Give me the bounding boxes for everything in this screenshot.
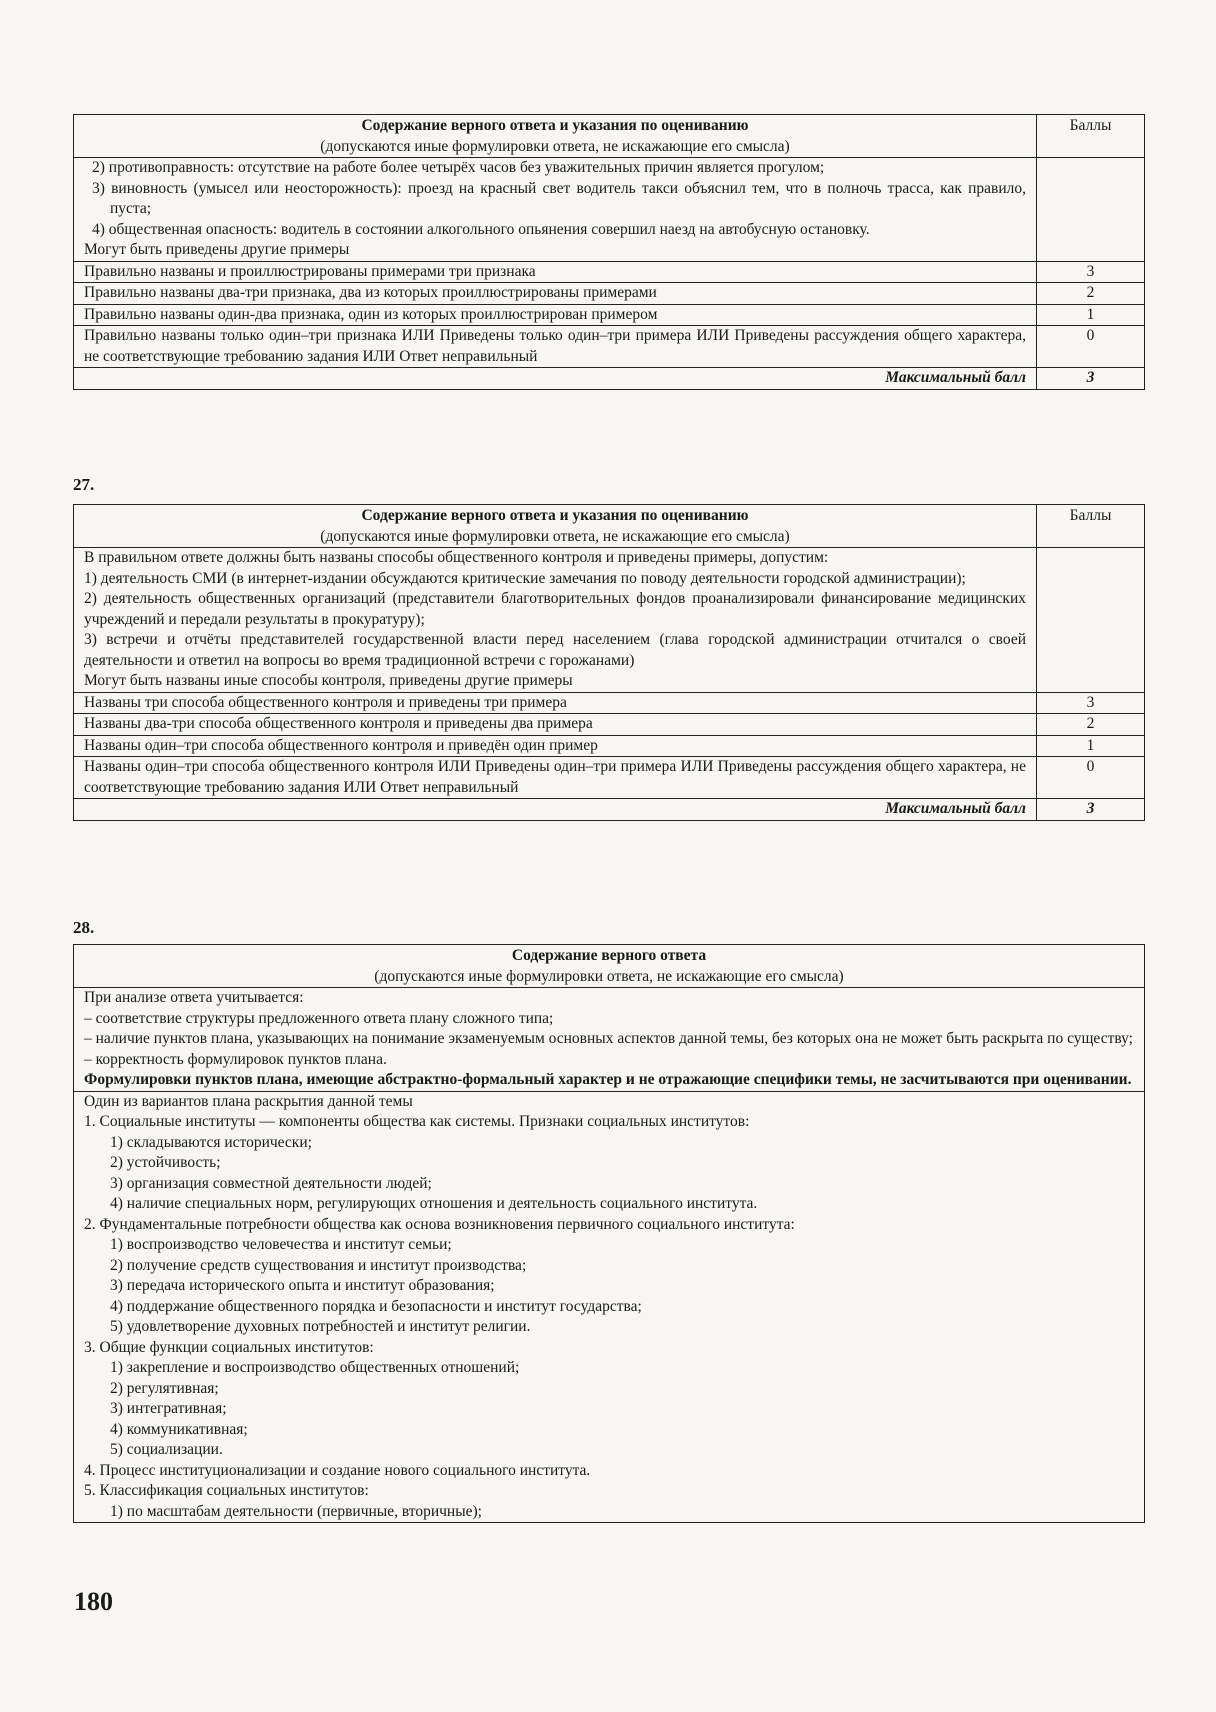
criterion-text: Правильно названы один-два признака, один из которых проиллюстрирован примером bbox=[74, 304, 1037, 326]
table-row bbox=[74, 757, 1145, 799]
list-item: 1) деятельность СМИ (в интернет-издании обсуждаются критические замечания по поводу деятельности городской администрации); bbox=[84, 569, 966, 587]
plan-subpoint: 1) по масштабам деятельности (первичные, вторичные); bbox=[110, 1502, 482, 1520]
criterion-text: Правильно названы два-три признака, два из которых проиллюстрированы примерами bbox=[74, 283, 1037, 305]
criterion-text: Правильно названы и проиллюстрированы примерами три признака bbox=[74, 261, 1037, 283]
criterion-points: 0 bbox=[1037, 326, 1145, 368]
plan-subpoint: 2) регулятивная; bbox=[110, 1379, 219, 1397]
plan-content bbox=[74, 1091, 1145, 1523]
plan-subpoint: 4) коммуникативная; bbox=[110, 1420, 248, 1438]
bold-note: Формулировки пунктов плана, имеющие абстрактно-формальный характер и не отражающие специфики темы, не засчитываются при оценивании. bbox=[84, 1071, 1132, 1088]
plan-subpoint: 4) поддержание общественного порядка и безопасности и институт государства; bbox=[110, 1297, 642, 1315]
page-number: 180 bbox=[74, 1587, 113, 1616]
plan-subpoint: 5) социализации. bbox=[110, 1441, 223, 1458]
empty-points bbox=[1037, 548, 1145, 693]
header-title: Содержание верного ответа и указания по оцениванию bbox=[361, 117, 749, 134]
plan-subpoint: 1) складываются исторически; bbox=[110, 1133, 312, 1151]
plan-subpoint: 3) интегративная; bbox=[110, 1400, 227, 1417]
note: Могут быть приведены другие примеры bbox=[84, 241, 350, 258]
plan-subpoint: 1) воспроизводство человечества и институт семьи; bbox=[110, 1236, 452, 1253]
plan-point: 1. Социальные институты — компоненты общества как системы. Признаки социальных институтов: bbox=[84, 1113, 750, 1130]
plan-subpoint: 1) закрепление и воспроизводство общественных отношений; bbox=[110, 1359, 520, 1376]
header-cell bbox=[74, 505, 1037, 548]
table-row bbox=[74, 326, 1145, 368]
header-cell bbox=[74, 115, 1037, 158]
answer-content bbox=[74, 548, 1037, 693]
plan-subpoint: 2) устойчивость; bbox=[110, 1154, 221, 1171]
points-header: Баллы bbox=[1037, 505, 1145, 548]
table-row bbox=[74, 304, 1145, 326]
criterion-points: 2 bbox=[1037, 714, 1145, 736]
plan-point: 4. Процесс институционализации и создание нового социального института. bbox=[84, 1461, 591, 1479]
max-score-label: Максимальный балл bbox=[74, 799, 1037, 821]
table-row bbox=[74, 714, 1145, 736]
table-row bbox=[74, 692, 1145, 714]
max-score-value: 3 bbox=[1037, 799, 1145, 821]
max-score-value: 3 bbox=[1037, 368, 1145, 390]
list-item: 2) деятельность общественных организаций (представители благотворительных фондов проанализировали финансирование медицинских учреждений и передали результаты в прокуратуру); bbox=[84, 590, 1026, 628]
grading-table-26 bbox=[73, 114, 1145, 390]
plan-subpoint: 4) наличие специальных норм, регулирующих отношения и деятельность социального института. bbox=[110, 1195, 758, 1212]
criterion-text: Названы один–три способа общественного контроля ИЛИ Приведены один–три примера ИЛИ Приведены рассуждения общего характера, не соответствующие требованию задания ИЛИ Ответ неправильный bbox=[74, 757, 1037, 799]
criterion-text: Названы три способа общественного контроля и приведены три примера bbox=[74, 692, 1037, 714]
plan-row bbox=[74, 1091, 1145, 1523]
list-item: При анализе ответа учитывается: bbox=[84, 989, 304, 1006]
task-number-27: 27. bbox=[73, 475, 95, 494]
header-title: Содержание верного ответа и указания по оцениванию bbox=[361, 507, 749, 524]
header-title: Содержание верного ответа bbox=[511, 947, 707, 964]
list-item: – корректность формулировок пунктов плана. bbox=[84, 1050, 387, 1068]
table-header bbox=[74, 115, 1145, 158]
max-score-label: Максимальный балл bbox=[74, 368, 1037, 390]
plan-subpoint: 3) организация совместной деятельности людей; bbox=[110, 1174, 432, 1192]
criterion-points: 0 bbox=[1037, 757, 1145, 799]
criteria-row bbox=[74, 988, 1145, 1092]
grading-table-27 bbox=[73, 504, 1145, 821]
list-item: В правильном ответе должны быть названы способы общественного контроля и приведены примеры, допустим: bbox=[84, 549, 829, 566]
table-row bbox=[74, 283, 1145, 305]
empty-points bbox=[1037, 158, 1145, 262]
criterion-points: 1 bbox=[1037, 735, 1145, 757]
criterion-points: 3 bbox=[1037, 692, 1145, 714]
task-number-28: 28. bbox=[73, 918, 95, 937]
list-item: 4) общественная опасность: водитель в состоянии алкогольного опьянения совершил наезд на автобусную остановку. bbox=[92, 220, 870, 238]
content-row bbox=[74, 158, 1145, 262]
plan-point: 3. Общие функции социальных институтов: bbox=[84, 1338, 374, 1356]
criterion-points: 2 bbox=[1037, 283, 1145, 305]
list-item: 3) виновность (умысел или неосторожность): проезд на красный свет водитель такси объяснил тем, что в полночь трасса, как правило, пуста; bbox=[92, 179, 1026, 217]
grading-table-28 bbox=[73, 944, 1145, 1523]
header-cell bbox=[74, 945, 1145, 988]
table-header bbox=[74, 505, 1145, 548]
criterion-points: 3 bbox=[1037, 261, 1145, 283]
table-header bbox=[74, 945, 1145, 988]
header-subtitle: (допускаются иные формулировки ответа, не искажающие его смысла) bbox=[320, 528, 790, 545]
plan-subpoint: 5) удовлетворение духовных потребностей и институт религии. bbox=[110, 1318, 531, 1335]
answer-content bbox=[74, 158, 1037, 262]
table-row bbox=[74, 261, 1145, 283]
max-score-row bbox=[74, 799, 1145, 821]
criterion-text: Названы один–три способа общественного контроля и приведён один пример bbox=[74, 735, 1037, 757]
table-row bbox=[74, 735, 1145, 757]
criterion-text: Правильно названы только один–три признака ИЛИ Приведены только один–три примера ИЛИ Приведены рассуждения общего характера, не соответствующие требованию задания ИЛИ Ответ неправильный bbox=[74, 326, 1037, 368]
plan-subpoint: 2) получение средств существования и институт производства; bbox=[110, 1256, 527, 1274]
header-subtitle: (допускаются иные формулировки ответа, не искажающие его смысла) bbox=[374, 968, 844, 985]
list-item: 2) противоправность: отсутствие на работе более четырёх часов без уважительных причин является прогулом; bbox=[92, 159, 825, 176]
max-score-row bbox=[74, 368, 1145, 390]
content-row bbox=[74, 548, 1145, 693]
criterion-points: 1 bbox=[1037, 304, 1145, 326]
plan-intro: Один из вариантов плана раскрытия данной темы bbox=[84, 1092, 413, 1110]
list-item: – соответствие структуры предложенного ответа плану сложного типа; bbox=[84, 1009, 554, 1027]
evaluation-criteria bbox=[74, 988, 1145, 1092]
points-header: Баллы bbox=[1037, 115, 1145, 158]
list-item: 3) встречи и отчёты представителей государственной власти перед населением (глава городской администрации отчитался о своей деятельности и ответил на вопросы во время традиционной встречи с горожанами) bbox=[84, 631, 1026, 669]
plan-point: 5. Классификация социальных институтов: bbox=[84, 1482, 369, 1499]
plan-point: 2. Фундаментальные потребности общества как основа возникновения первичного социального института: bbox=[84, 1215, 795, 1233]
list-item: – наличие пунктов плана, указывающих на понимание экзаменуемым основных аспектов данной темы, без которых она не может быть раскрыта по существу; bbox=[84, 1030, 1133, 1047]
criterion-text: Названы два-три способа общественного контроля и приведены два примера bbox=[74, 714, 1037, 736]
note: Могут быть названы иные способы контроля, приведены другие примеры bbox=[84, 672, 573, 689]
plan-subpoint: 3) передача исторического опыта и институт образования; bbox=[110, 1277, 495, 1294]
header-subtitle: (допускаются иные формулировки ответа, не искажающие его смысла) bbox=[320, 138, 790, 155]
